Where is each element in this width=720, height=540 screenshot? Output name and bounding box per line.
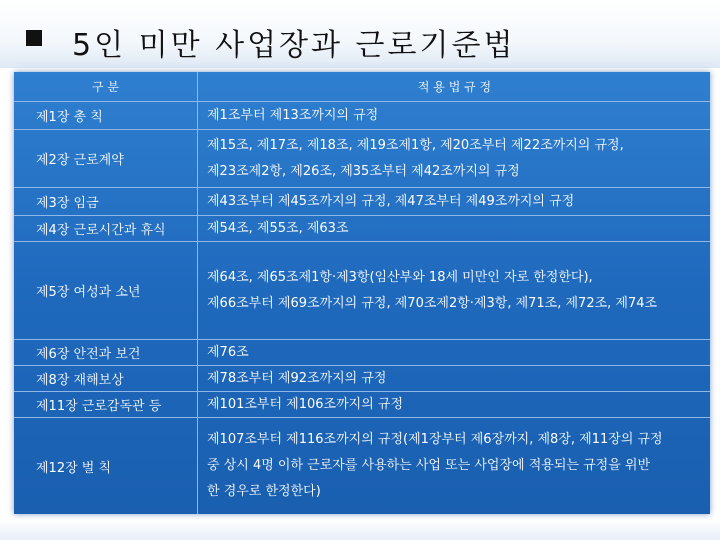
row-category: 제4장 근로시간과 휴식: [14, 216, 198, 241]
row-value-line: 제101조부터 제106조까지의 규정: [207, 396, 404, 412]
row-value: [199, 102, 710, 129]
title-bar: [0, 0, 720, 68]
row-value-line: 제76조: [207, 344, 249, 360]
table-row: [14, 392, 710, 418]
row-value: [199, 392, 710, 417]
row-value-line: 중 상시 4명 이하 근로자를 사용하는 사업 또는 사업장에 적용되는 규정을 위반: [207, 458, 651, 473]
row-value-line: 제15조, 제17조, 제18조, 제19조제1항, 제20조부터 제22조까지의 규정,: [207, 137, 624, 153]
row-value: [199, 242, 710, 339]
table-row: [14, 340, 710, 366]
title-bullet-square: [26, 30, 42, 46]
row-value-line: 제54조, 제55조, 제63조: [207, 220, 349, 236]
regulation-table: [14, 72, 710, 514]
row-category: 제6장 안전과 보건: [14, 340, 198, 365]
row-category: 제5장 여성과 소년: [14, 242, 198, 339]
table-row: [14, 188, 710, 216]
row-value: [199, 340, 710, 365]
table-row: [14, 130, 710, 188]
row-value-line: 제43조부터 제45조까지의 규정, 제47조부터 제49조까지의 규정: [207, 193, 575, 209]
page-title: 5인 미만 사업장과 근로기준법: [72, 28, 516, 63]
row-value: [199, 366, 710, 391]
row-category: 제1장 총 칙: [14, 102, 198, 129]
row-value-line: 제23조제2항, 제26조, 제35조부터 제42조까지의 규정: [207, 163, 520, 179]
row-value: [199, 188, 710, 215]
row-value-line: 한 경우로 한정한다): [207, 484, 321, 499]
bottom-strip: [0, 520, 720, 540]
header-category: 구 분: [14, 72, 198, 101]
table-header-row: [14, 72, 710, 102]
row-category: 제2장 근로계약: [14, 130, 198, 187]
table-row: [14, 102, 710, 130]
table-row: [14, 216, 710, 242]
row-value-line: 제64조, 제65조제1항·제3항(임산부와 18세 미만인 자로 한정한다),: [207, 269, 593, 285]
table-row: [14, 366, 710, 392]
table-row: [14, 242, 710, 340]
row-value-line: 제1조부터 제13조까지의 규정: [207, 107, 379, 123]
row-value-line: 제66조부터 제69조까지의 규정, 제70조제2항·제3항, 제71조, 제72조, 제74조: [207, 295, 658, 311]
row-value: [199, 130, 710, 187]
row-value-line: 제107조부터 제116조까지의 규정(제1장부터 제6장까지, 제8장, 제11장의 규정: [207, 432, 663, 447]
row-value-line: 제78조부터 제92조까지의 규정: [207, 370, 387, 386]
row-category: 제12장 벌 칙: [14, 418, 198, 514]
row-category: 제11장 근로감독관 등: [14, 392, 198, 417]
row-value: [199, 418, 710, 514]
table-row: [14, 418, 710, 514]
row-value: [199, 216, 710, 241]
header-value: 적 용 법 규 정: [417, 79, 492, 94]
row-category: 제3장 임금: [14, 188, 198, 215]
row-category: 제8장 재해보상: [14, 366, 198, 391]
